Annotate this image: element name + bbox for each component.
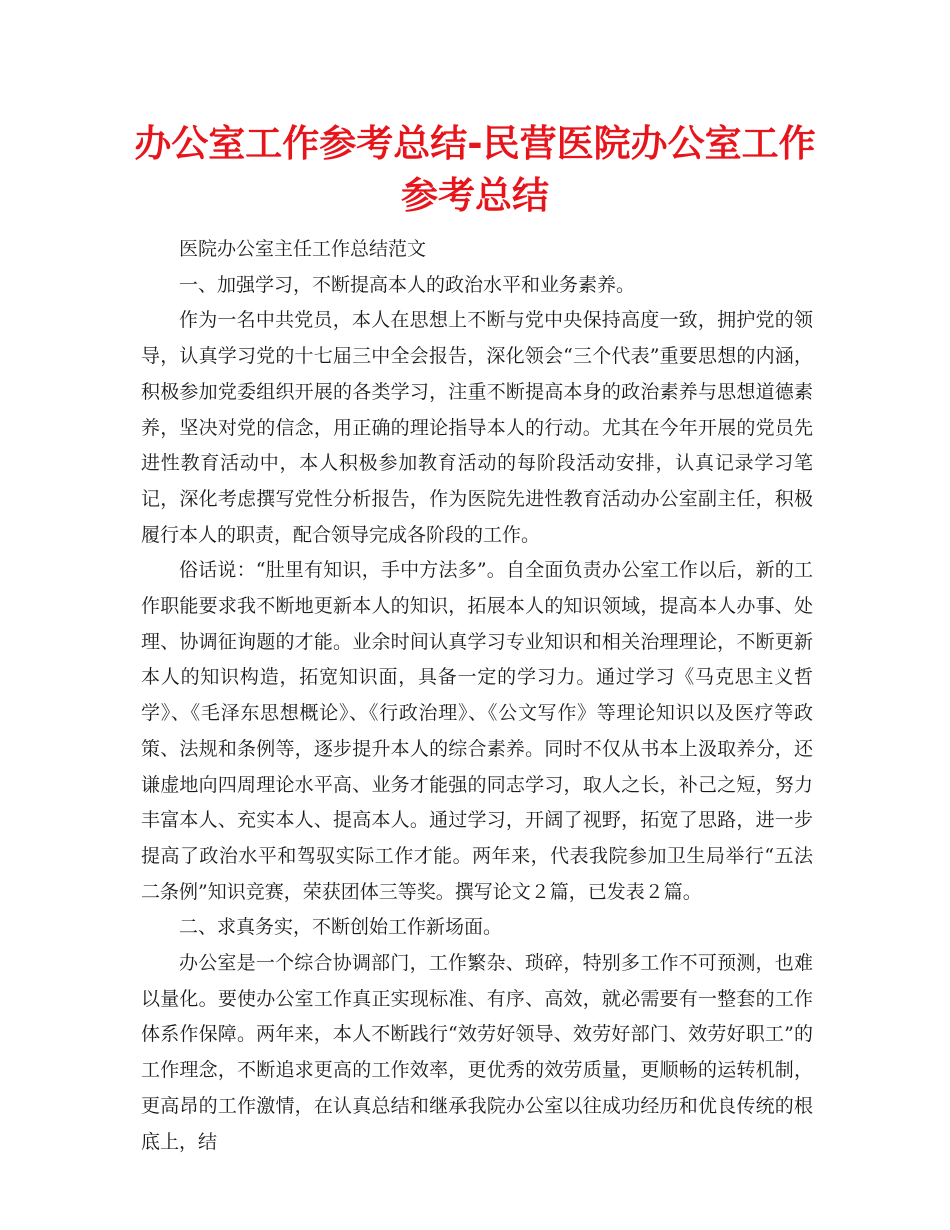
paragraph: 俗话说：“肚里有知识，手中方法多”。自全面负责办公室工作以后，新的工作职能要求我不断地更新本人的知识，拓展本人的知识领域，提高本人办事、处理、协调征询题的才能。业余时间认真学习专业知识和相关治理理论，不断更新本人的知识构造，拓宽知识面，具备一定的学习力。通过学习《马克思主义哲学》、《毛泽东思想概论》、《行政治理》、《公文写作》等理论知识以及医疗等政策、法规和条例等，逐步提升本人的综合素养。同时不仅从书本上汲取养分，还谦虚地向四周理论水平高、业务才能强的同志学习，取人之长，补己之短，努力丰富本人、充实本人、提高本人。通过学习，开阔了视野，拓宽了思路，进一步提高了政治水平和驾驭实际工作才能。两年来，代表我院参加卫生局举行“五法二条例”知识竞赛，荣获团体三等奖。撰写论文２篇，已发表２篇。 xyxy=(141,559,813,903)
paragraph: 办公室是一个综合协调部门，工作繁杂、琐碎，特别多工作不可预测，也难以量化。要使办公室工作真正实现标准、有序、高效，就必需要有一整套的工作体系作保障。两年来，本人不断践行“效劳好领导、效劳好部门、效劳好职工”的工作理念，不断追求更高的工作效率，更优秀的效劳质量，更顺畅的运转机制，更高昂的工作激情，在认真总结和继承我院办公室以往成功经历和优良传统的根底上，结 xyxy=(141,952,813,1153)
paragraph-subtitle: 医院办公室主任工作总结范文 xyxy=(179,238,427,260)
document-title: 办公室工作参考总结-民营医院办公室工作参考总结 xyxy=(134,122,816,217)
paragraph-heading-2: 二、求真务实，不断创始工作新场面。 xyxy=(179,916,503,939)
paragraph: 作为一名中共党员，本人在思想上不断与党中央保持高度一致，拥护党的领导，认真学习党的十七届三中全会报告，深化领会“三个代表”重要思想的内涵，积极参加党委组织开展的各类学习，注重不断提高本身的政治素养与思想道德素养，坚决对党的信念，用正确的理论指导本人的行动。尤其在今年开展的党员先进性教育活动中，本人积极参加教育活动的每阶段活动安排，认真记录学习笔记，深化考虑撰写党性分析报告，作为医院先进性教育活动办公室副主任，积极履行本人的职责，配合领导完成各阶段的工作。 xyxy=(141,309,813,546)
paragraph-heading-1: 一、加强学习，不断提高本人的政治水平和业务素养。 xyxy=(179,273,636,296)
document-body xyxy=(141,232,813,1160)
